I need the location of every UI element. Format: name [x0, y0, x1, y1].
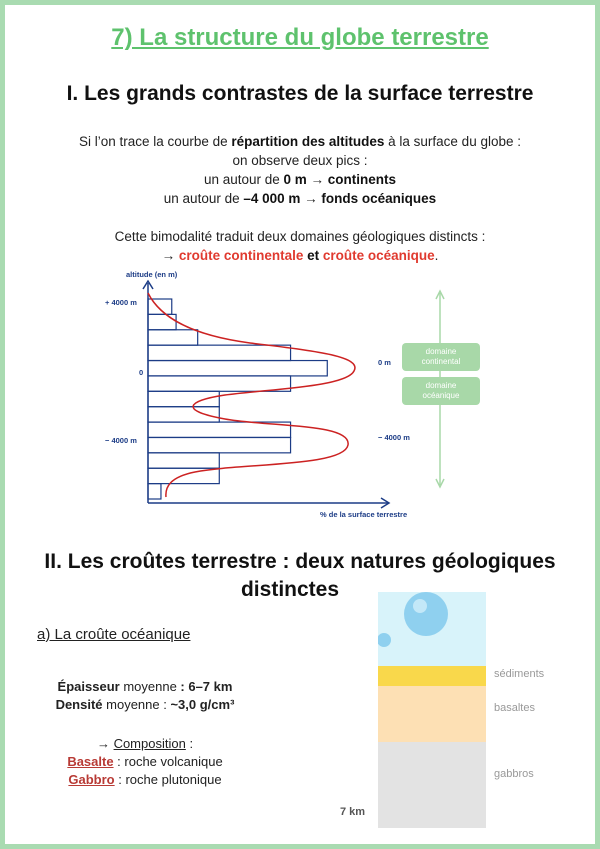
- x-axis-label: % de la surface terrestre: [320, 510, 408, 519]
- page-title: 7) La structure du globe terrestre: [111, 24, 489, 51]
- intro-line-4: un autour de –4 000 m → fonds océaniques: [163, 191, 437, 206]
- section2-heading-line2: distinctes: [240, 578, 340, 601]
- composition-line: → Composition :: [96, 736, 194, 751]
- domain-oceanic-box: domaine océanique: [402, 377, 480, 405]
- basalte-link[interactable]: Basalte: [67, 754, 114, 769]
- gabbros-layer: [378, 742, 486, 828]
- basaltes-label: basaltes: [494, 702, 535, 714]
- bubble-large-icon: [404, 592, 448, 636]
- intro-line-5: Cette bimodalité traduit deux domaines géologiques distincts :: [114, 229, 486, 244]
- density-line: Densité moyenne : ~3,0 g/cm³: [55, 697, 235, 712]
- gabbro-link[interactable]: Gabbro: [68, 772, 115, 787]
- y-axis-label: altitude (en m): [126, 270, 178, 279]
- gabbros-label: gabbros: [494, 768, 534, 780]
- intro-line-1: Si l’on trace la courbe de répartition des altitudes à la surface du globe :: [79, 134, 521, 149]
- histogram-bars: [148, 299, 327, 499]
- intro-line-2: on observe deux pics :: [232, 153, 368, 168]
- basalte-line: Basalte : roche volcanique: [67, 754, 223, 769]
- subsection-title: a) La croûte océanique: [37, 626, 191, 643]
- tick-plus4000: + 4000 m: [105, 298, 137, 307]
- sediments-label: sédiments: [494, 668, 545, 680]
- intro-line-3: un autour de 0 m → continents: [203, 172, 397, 187]
- domain-continental-box: domaine continental: [402, 343, 480, 371]
- bubble-highlight-icon: [413, 599, 427, 613]
- gabbro-line: Gabbro : roche plutonique: [68, 772, 222, 787]
- peak-label-top: 0 m: [378, 358, 391, 367]
- intro-line-6: → croûte continentale et croûte océanique.: [161, 248, 439, 263]
- histogram-bar: [148, 314, 176, 329]
- section1-heading: I. Les grands contrastes de la surface terrestre: [66, 82, 534, 105]
- tick-zero: 0: [139, 368, 144, 377]
- section2-heading-line1: II. Les croûtes terrestre : deux natures géologiques: [44, 550, 556, 573]
- histogram-bar: [148, 391, 219, 406]
- altitude-chart: [0, 265, 600, 525]
- histogram-bar: [148, 453, 219, 468]
- thickness-line: Épaisseur moyenne : 6–7 km: [57, 679, 233, 694]
- depth-label: 7 km: [340, 806, 366, 818]
- histogram-bar: [148, 437, 291, 452]
- histogram-bar: [148, 330, 198, 345]
- histogram-bar: [148, 376, 291, 391]
- histogram-bar: [148, 484, 161, 499]
- sediments-layer: [378, 666, 486, 686]
- basaltes-layer: [378, 686, 486, 742]
- histogram-bar: [148, 299, 172, 314]
- histogram-bar: [148, 345, 291, 360]
- tick-minus4000: − 4000 m: [105, 436, 137, 445]
- distribution-curve: [148, 293, 355, 497]
- histogram-bar: [148, 407, 219, 422]
- histogram-bar: [148, 361, 327, 376]
- peak-label-bottom: − 4000 m: [378, 433, 410, 442]
- oceanic-crust-column: [378, 592, 486, 828]
